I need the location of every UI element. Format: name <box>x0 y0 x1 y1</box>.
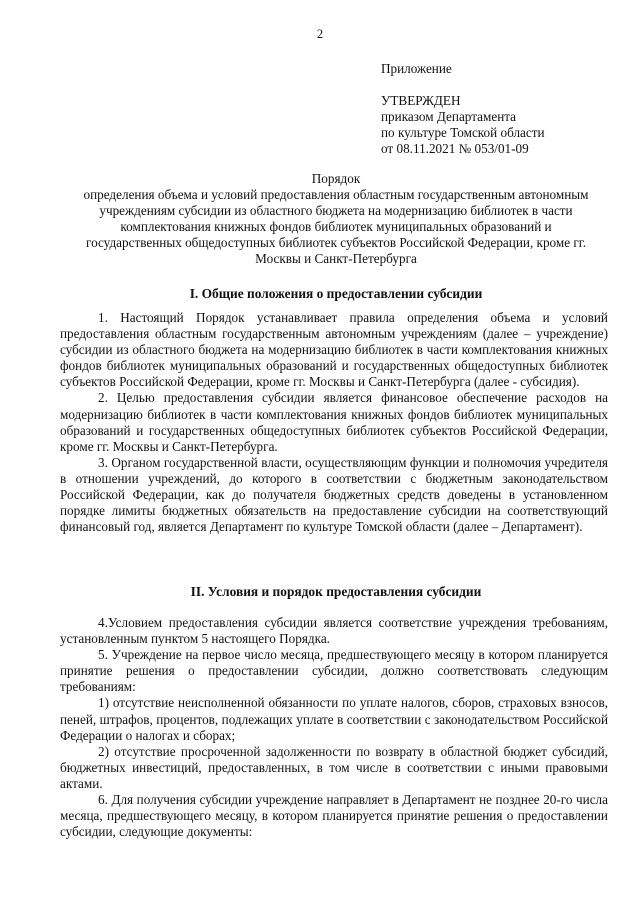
document-title <box>52 171 620 267</box>
appendix-label: Приложение <box>381 61 452 76</box>
title-line: комплектования книжных фондов библиотек муниципальных образований и <box>120 219 552 234</box>
paragraph: 3. Органом государственной власти, осуществляющим функции и полномочия учредителя в отношении учреждений, до которого в соответствии с бюджетным законодательством Российской Федерации, как до получателя бюджетных средств доведены в установленном порядке лимиты бюджетных обязательств на предоставление субсидии на соответствующий финансовый год, является Департамент по культуре Томской области (далее – Департамент). <box>60 454 608 535</box>
approved-label: УТВЕРЖДЕН <box>381 93 461 108</box>
title-line: Москвы и Санкт-Петербурга <box>255 251 417 266</box>
paragraph: 4.Условием предоставления субсидии является соответствие учреждения требованиям, установленным пунктом 5 настоящего Порядка. <box>60 615 608 647</box>
page-number: 2 <box>316 27 324 41</box>
paragraph: 2. Целью предоставления субсидии является финансовое обеспечение расходов на модернизацию библиотек в части комплектования книжных фондов библиотек муниципальных образований и государственных общедоступных библиотек субъектов Российской Федерации, кроме гг. Москвы и Санкт-Петербурга. <box>60 390 608 454</box>
order-line-3: от 08.11.2021 № 053/01-09 <box>381 141 529 156</box>
approval-stamp <box>381 61 631 157</box>
title-line: определения объема и условий предоставления областным государственным автономным <box>83 187 589 202</box>
title-line: государственных общедоступных библиотек субъектов Российской Федерации, кроме гг. <box>86 235 586 250</box>
section-2-heading: II. Условия и порядок предоставления субсидии <box>190 584 482 599</box>
title-heading: Порядок <box>311 171 361 186</box>
section-1-heading: I. Общие положения о предоставлении субсидии <box>189 286 483 301</box>
title-line: учреждениям субсидии из областного бюджета на модернизацию библиотек в части <box>99 203 573 218</box>
paragraph: 6. Для получения субсидии учреждение направляет в Департамент не позднее 20-го числа месяца, предшествующего месяцу, в котором планируется принятие решения о предоставлении субсидии, следующие документы: <box>60 792 608 840</box>
paragraph: 1. Настоящий Порядок устанавливает правила определения объема и условий предоставления областным государственным автономным учреждениям (далее – учреждение) субсидии из областного бюджета на модернизацию библиотек в части комплектования книжных фондов библиотек муниципальных образований и государственных общедоступных библиотек субъектов Российской Федерации, кроме гг. Москвы и Санкт-Петербурга (далее - субсидия). <box>60 310 608 390</box>
order-line-1: приказом Департамента <box>381 109 517 124</box>
paragraph: 2) отсутствие просроченной задолженности по возврату в областной бюджет субсидий, бюджетных инвестиций, предоставленных, в том числе в соответствии с иными правовыми актами. <box>60 743 608 791</box>
order-line-2: по культуре Томской области <box>381 125 545 140</box>
section-2-body <box>60 615 608 840</box>
paragraph: 1) отсутствие неисполненной обязанности по уплате налогов, сборов, страховых взносов, пеней, штрафов, процентов, подлежащих уплате в соответствии с законодательством Российской Федерации о налогах и сборах; <box>60 695 608 743</box>
section-1-body <box>60 310 608 535</box>
paragraph: 5. Учреждение на первое число месяца, предшествующего месяцу в котором планируется принятие решения о предоставлении субсидии, должно соответствовать следующим требованиям: <box>60 647 608 695</box>
